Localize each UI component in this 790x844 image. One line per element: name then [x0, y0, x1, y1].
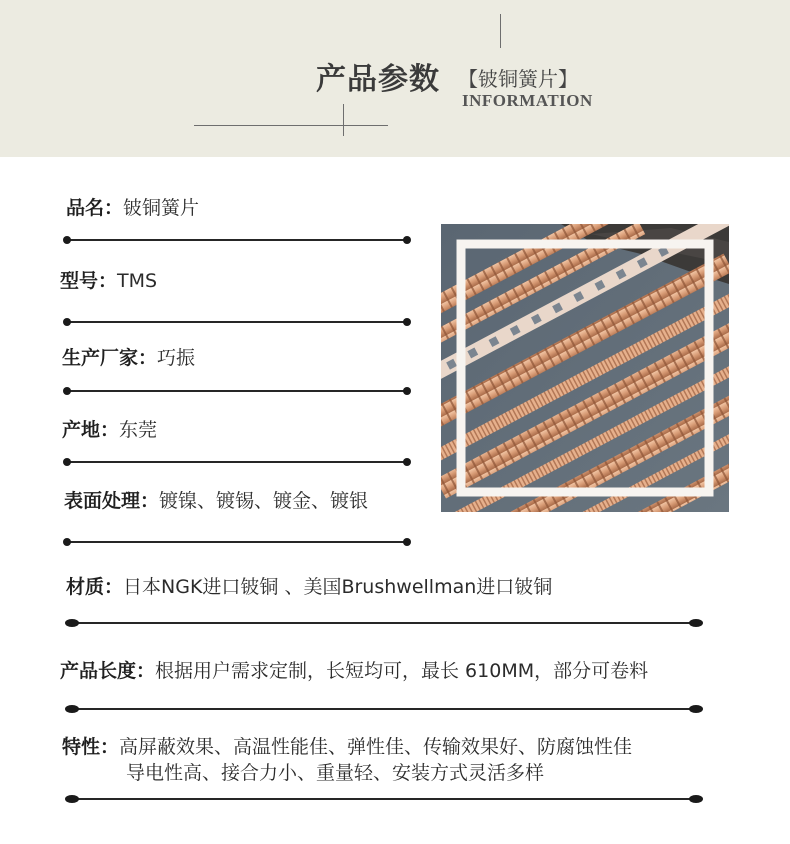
spec-value-line-2: 导电性高、接合力小、重量轻、安装方式灵活多样 — [126, 762, 545, 784]
spec-row-length — [60, 658, 648, 684]
spec-label: 产品长度： — [60, 660, 156, 682]
spec-label: 特性： — [62, 736, 120, 758]
spec-label: 材质： — [66, 576, 124, 598]
divider — [66, 461, 408, 463]
header-deco-vertical-bottom — [343, 104, 344, 136]
spec-label: 产地： — [62, 419, 120, 441]
header-deco-horizontal — [194, 125, 388, 126]
spec-value: 日本NGK进口铍铜 、美国Brushwellman进口铍铜 — [123, 576, 553, 598]
divider — [66, 390, 408, 392]
spec-label: 型号： — [60, 270, 118, 292]
spec-value: TMS — [117, 270, 158, 292]
spec-row-name — [66, 195, 199, 221]
divider — [68, 708, 700, 710]
spec-row-surface — [64, 488, 368, 514]
spec-value: 巧振 — [157, 347, 196, 369]
divider — [68, 798, 700, 800]
page-subtitle: 【铍铜簧片】 — [458, 67, 578, 91]
page-title-english: INFORMATION — [462, 91, 593, 110]
spec-label: 表面处理： — [64, 490, 160, 512]
spec-value: 根据用户需求定制，长短均可，最长 610MM，部分可卷料 — [155, 660, 649, 682]
header-deco-vertical-top — [500, 14, 501, 48]
header-banner — [0, 0, 790, 157]
divider — [66, 321, 408, 323]
product-photo-illustration — [441, 224, 729, 512]
spec-value: 铍铜簧片 — [123, 197, 200, 219]
spec-row-features — [62, 734, 722, 786]
spec-row-origin — [62, 417, 157, 443]
spec-row-material — [66, 574, 552, 600]
product-photo — [441, 224, 729, 512]
divider — [66, 239, 408, 241]
spec-label: 品名： — [66, 197, 124, 219]
spec-value: 镀镍、镀锡、镀金、镀银 — [159, 490, 369, 512]
spec-value: 东莞 — [119, 419, 158, 441]
spec-row-manufacturer — [62, 345, 195, 371]
divider — [66, 541, 408, 543]
spec-value: 高屏蔽效果、高温性能佳、弹性佳、传输效果好、防腐蚀性佳 — [119, 736, 633, 758]
divider — [68, 622, 700, 624]
spec-label: 生产厂家： — [62, 347, 158, 369]
spec-row-model — [60, 268, 157, 294]
page-title: 产品参数 — [316, 62, 440, 97]
